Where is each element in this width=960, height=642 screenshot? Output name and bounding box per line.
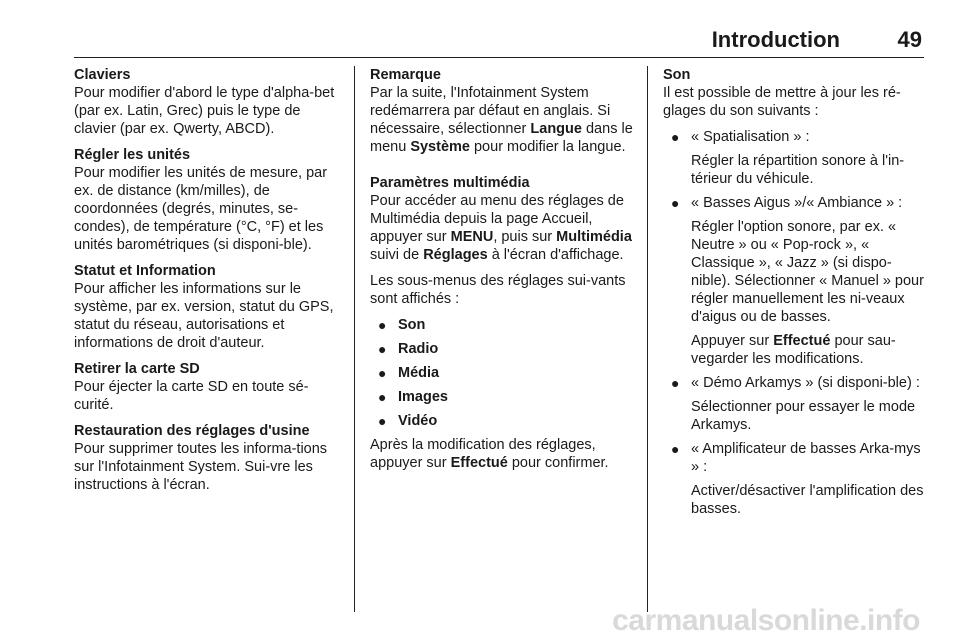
list-item-label: « Spatialisation » : — [691, 129, 810, 145]
desc-part: pour sau-vegarder les modifications. — [691, 333, 896, 367]
list-item-label: Média — [398, 365, 440, 381]
list-item-desc — [691, 332, 929, 368]
section-multimedia — [370, 174, 636, 264]
list-item — [370, 340, 636, 358]
column-3 — [663, 66, 929, 524]
bullet: ● — [671, 195, 680, 211]
list-item — [370, 364, 636, 382]
column-1 — [74, 66, 342, 502]
bullet: ● — [671, 375, 680, 391]
after-text — [370, 436, 636, 472]
list-item-label: Son — [398, 317, 426, 333]
column-divider — [647, 66, 648, 612]
section-heading: Retirer la carte SD — [74, 361, 200, 377]
section-text: suivi de — [370, 247, 424, 263]
section-sd-card — [74, 360, 342, 414]
page-number: 49 — [897, 27, 922, 52]
list-item-desc: Sélectionner pour essayer le mode Arkamys. — [691, 399, 916, 433]
section-text: Pour modifier d'abord le type d'alpha-bet (par ex. Latin, Grec) puis le type de clavier (par ex. Qwerty, ABCD). — [74, 85, 335, 137]
list-item-desc: Régler l'option sonore, par ex. « Neutre » ou « Pop-rock », « Classique », « Jazz » (si dispo-nible). Sélectionner « Manuel » pour régler manuellement les ni-veaux d'aigus ou de basses. — [691, 219, 924, 325]
list-item — [663, 194, 929, 368]
list-item — [370, 388, 636, 406]
after-text-part: Après la modification des réglages, appuyer sur — [370, 437, 596, 471]
watermark: carmanualsonline.info — [612, 604, 920, 637]
menu-term: MENU — [450, 229, 494, 245]
section-text: Pour modifier les unités de mesure, par ex. de distance (km/milles), de coordonnées (degrés, minutes, se-condes), de température (°C, °F) et les unités barométriques (si disponi-ble). — [74, 165, 328, 253]
section-heading: Restauration des réglages d'usine — [74, 423, 310, 439]
page-title: Introduction — [711, 27, 840, 52]
section-sound — [663, 66, 929, 120]
menu-term: Réglages — [423, 247, 488, 263]
page-header — [0, 0, 960, 58]
section-heading: Statut et Information — [74, 263, 216, 279]
list-item — [663, 440, 929, 518]
menu-term: Multimédia — [556, 229, 632, 245]
bullet: ● — [378, 413, 387, 429]
header-rule — [74, 57, 924, 58]
section-keyboards — [74, 66, 342, 138]
list-item-label: Vidéo — [398, 413, 438, 429]
column-divider — [354, 66, 355, 612]
remark-text: dans le menu — [370, 121, 633, 155]
remark-heading: Remarque — [370, 67, 441, 83]
section-text: Pour supprimer toutes les informa-tions sur l'Infotainment System. Sui-vre les instructions à l'écran. — [74, 441, 328, 493]
remark-bold: Langue — [530, 121, 582, 137]
remark-box — [370, 66, 636, 156]
list-item-label: « Démo Arkamys » (si disponi-ble) : — [691, 375, 920, 391]
submenus-intro: Les sous-menus des réglages sui-vants sont affichés : — [370, 273, 626, 307]
remark-text: pour modifier la langue. — [469, 139, 626, 155]
list-item — [663, 128, 929, 188]
sound-options-list — [663, 128, 929, 518]
section-units — [74, 146, 342, 254]
remark-bold: Système — [410, 139, 470, 155]
section-status — [74, 262, 342, 352]
list-item-label: « Basses Aigus »/« Ambiance » : — [691, 195, 903, 211]
list-item-label: Images — [398, 389, 448, 405]
section-factory-reset — [74, 422, 342, 494]
column-2 — [370, 66, 636, 480]
section-heading: Son — [663, 67, 691, 83]
bullet: ● — [378, 341, 387, 357]
section-text: Pour accéder au menu des réglages de Multimédia depuis la page Accueil, appuyer sur — [370, 193, 624, 245]
section-heading: Claviers — [74, 67, 131, 83]
after-text-part: pour confirmer. — [507, 455, 609, 471]
menu-term: Effectué — [450, 455, 508, 471]
section-text: à l'écran d'affichage. — [487, 247, 624, 263]
section-text: , puis sur — [493, 229, 557, 245]
bullet: ● — [671, 441, 680, 457]
bullet: ● — [378, 389, 387, 405]
submenu-list — [370, 316, 636, 430]
bullet: ● — [671, 129, 680, 145]
list-item-label: « Amplificateur de basses Arka-mys » : — [691, 441, 921, 475]
list-item — [663, 374, 929, 434]
section-text: Il est possible de mettre à jour les ré-glages du son suivants : — [663, 85, 901, 119]
list-item-label: Radio — [398, 341, 439, 357]
bullet: ● — [378, 365, 387, 381]
list-item — [370, 412, 636, 430]
section-text: Pour afficher les informations sur le système, par ex. version, statut du GPS, statut du réseau, autorisations et informations de droit d'auteur. — [74, 281, 334, 351]
desc-part: Appuyer sur — [691, 333, 774, 349]
remark-text: Par la suite, l'Infotainment System redémarrera par défaut en anglais. Si nécessaire, sélectionner — [370, 85, 611, 137]
list-item — [370, 316, 636, 334]
section-heading: Régler les unités — [74, 147, 191, 163]
list-item-desc: Activer/désactiver l'amplification des basses. — [691, 483, 924, 517]
menu-term: Effectué — [773, 333, 831, 349]
section-heading: Paramètres multimédia — [370, 175, 530, 191]
bullet: ● — [378, 317, 387, 333]
list-item-desc: Régler la répartition sonore à l'in-térieur du véhicule. — [691, 153, 905, 187]
section-text: Pour éjecter la carte SD en toute sé-curité. — [74, 379, 309, 413]
